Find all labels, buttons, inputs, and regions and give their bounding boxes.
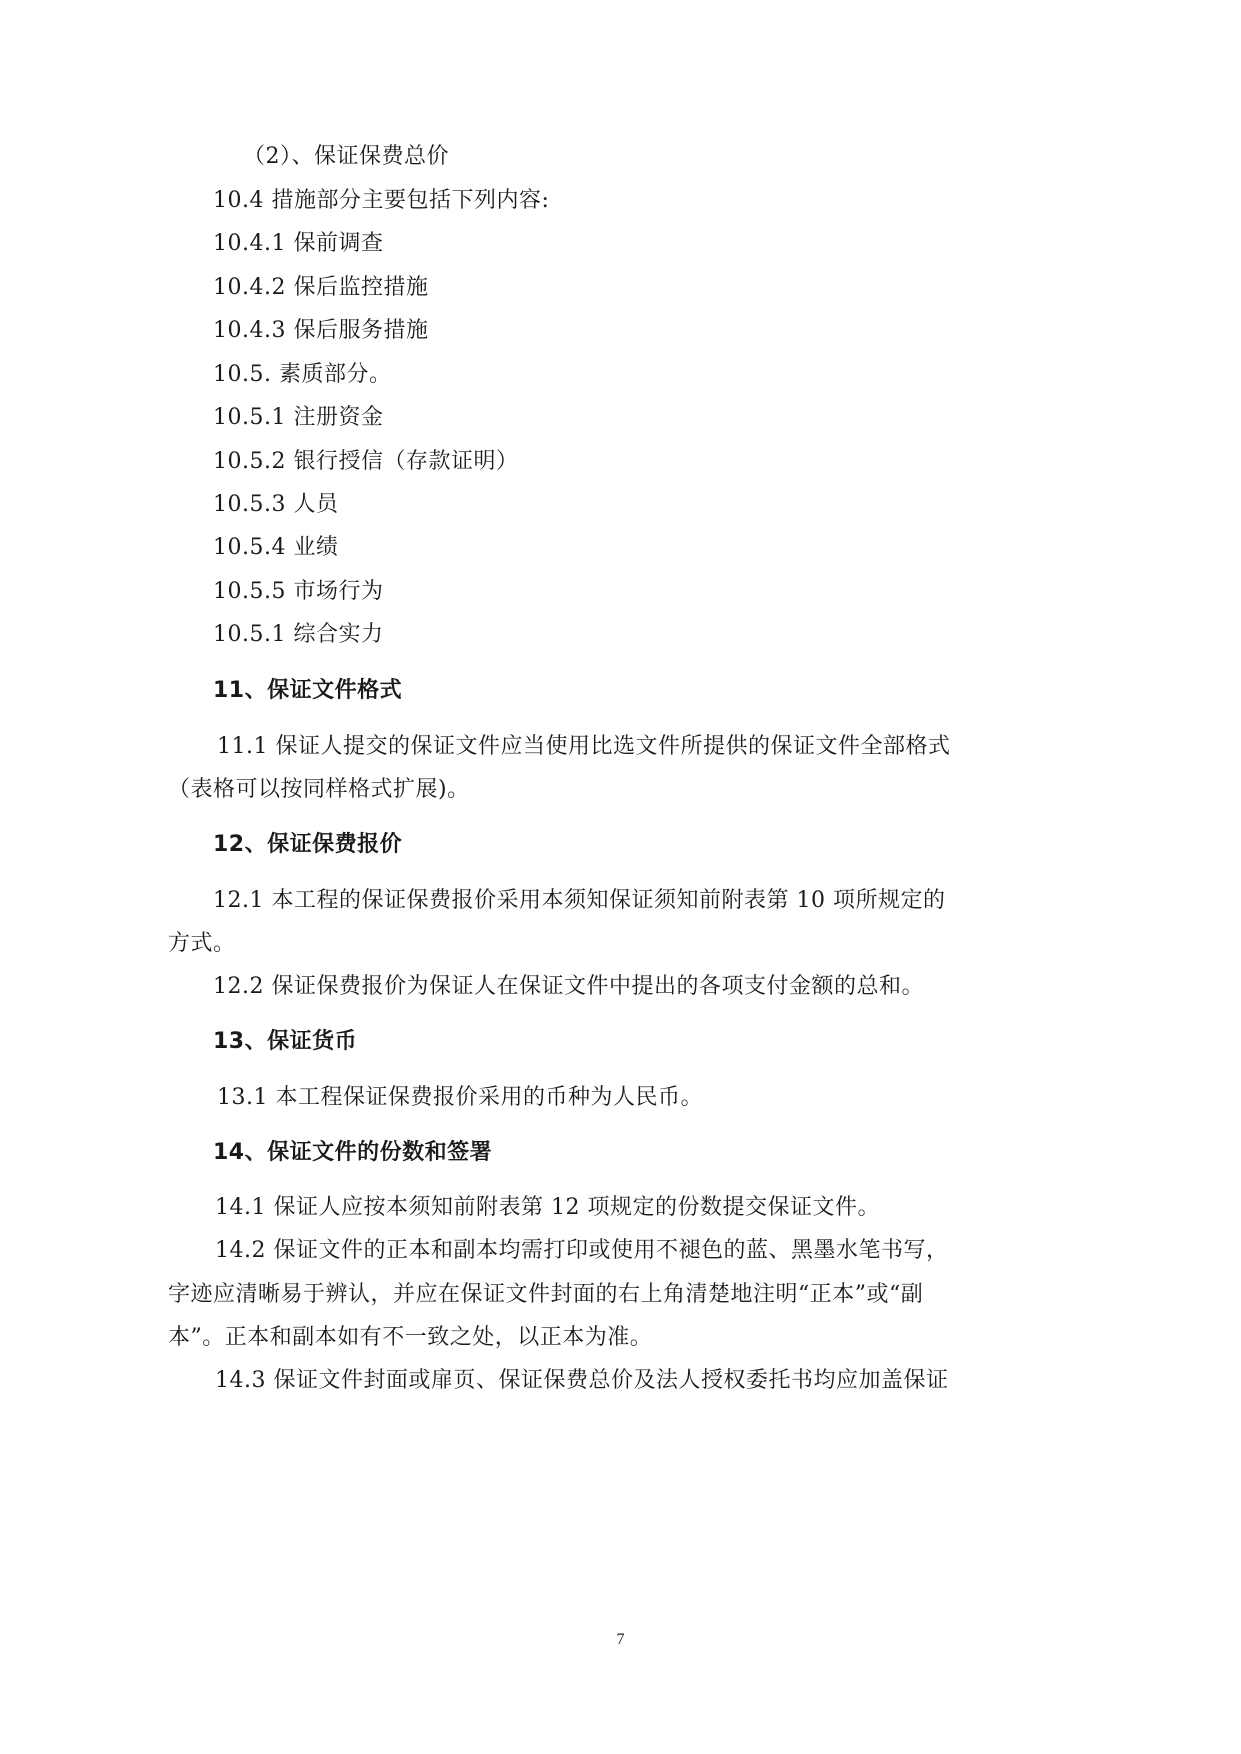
paragraph-line: 14.3 保证文件封面或扉页、保证保费总价及法人授权委托书均应加盖保证 (215, 1368, 949, 1393)
page-number: 7 (616, 1631, 625, 1648)
paragraph-line: 12.1 本工程的保证保费报价采用本须知保证须知前附表第 10 项所规定的 (213, 888, 946, 913)
list-item: 10.5.1 综合实力 (213, 622, 384, 647)
section-heading-12: 12、保证保费报价 (213, 832, 403, 857)
list-item: 10.5.3 人员 (213, 492, 339, 517)
list-item: 10.5.5 市场行为 (213, 579, 384, 604)
list-item: 10.5.1 注册资金 (213, 405, 384, 430)
paragraph-line: 14.1 保证人应按本须知前附表第 12 项规定的份数提交保证文件。 (215, 1195, 880, 1220)
section-heading-14: 14、保证文件的份数和签署 (213, 1140, 493, 1165)
list-item: 10.4.2 保后监控措施 (213, 275, 429, 300)
list-item: 10.4.3 保后服务措施 (213, 318, 429, 343)
section-heading-11: 11、保证文件格式 (213, 678, 403, 703)
list-item: （2）、保证保费总价 (243, 144, 449, 169)
section-heading-13: 13、保证货币 (213, 1029, 358, 1054)
paragraph-line: 11.1 保证人提交的保证文件应当使用比选文件所提供的保证文件全部格式 (217, 734, 951, 759)
paragraph-line: 方式。 (168, 931, 236, 956)
paragraph-line: 13.1 本工程保证保费报价采用的币种为人民币。 (217, 1085, 703, 1110)
list-item: 10.5.4 业绩 (213, 535, 339, 560)
list-item: 10.4 措施部分主要包括下列内容: (213, 188, 550, 213)
paragraph-line: 字迹应清晰易于辨认，并应在保证文件封面的右上角清楚地注明“正本”或“副 (168, 1282, 924, 1307)
list-item: 10.5. 素质部分。 (213, 362, 392, 387)
paragraph-line: 12.2 保证保费报价为保证人在保证文件中提出的各项支付金额的总和。 (213, 974, 924, 999)
paragraph-line: 14.2 保证文件的正本和副本均需打印或使用不褪色的蓝、黑墨水笔书写， (215, 1238, 949, 1263)
paragraph-line: 本”。正本和副本如有不一致之处，以正本为准。 (168, 1325, 653, 1350)
paragraph-line: （表格可以按同样格式扩展)。 (168, 777, 470, 802)
list-item: 10.4.1 保前调查 (213, 231, 384, 256)
list-item: 10.5.2 银行授信（存款证明） (213, 449, 519, 474)
